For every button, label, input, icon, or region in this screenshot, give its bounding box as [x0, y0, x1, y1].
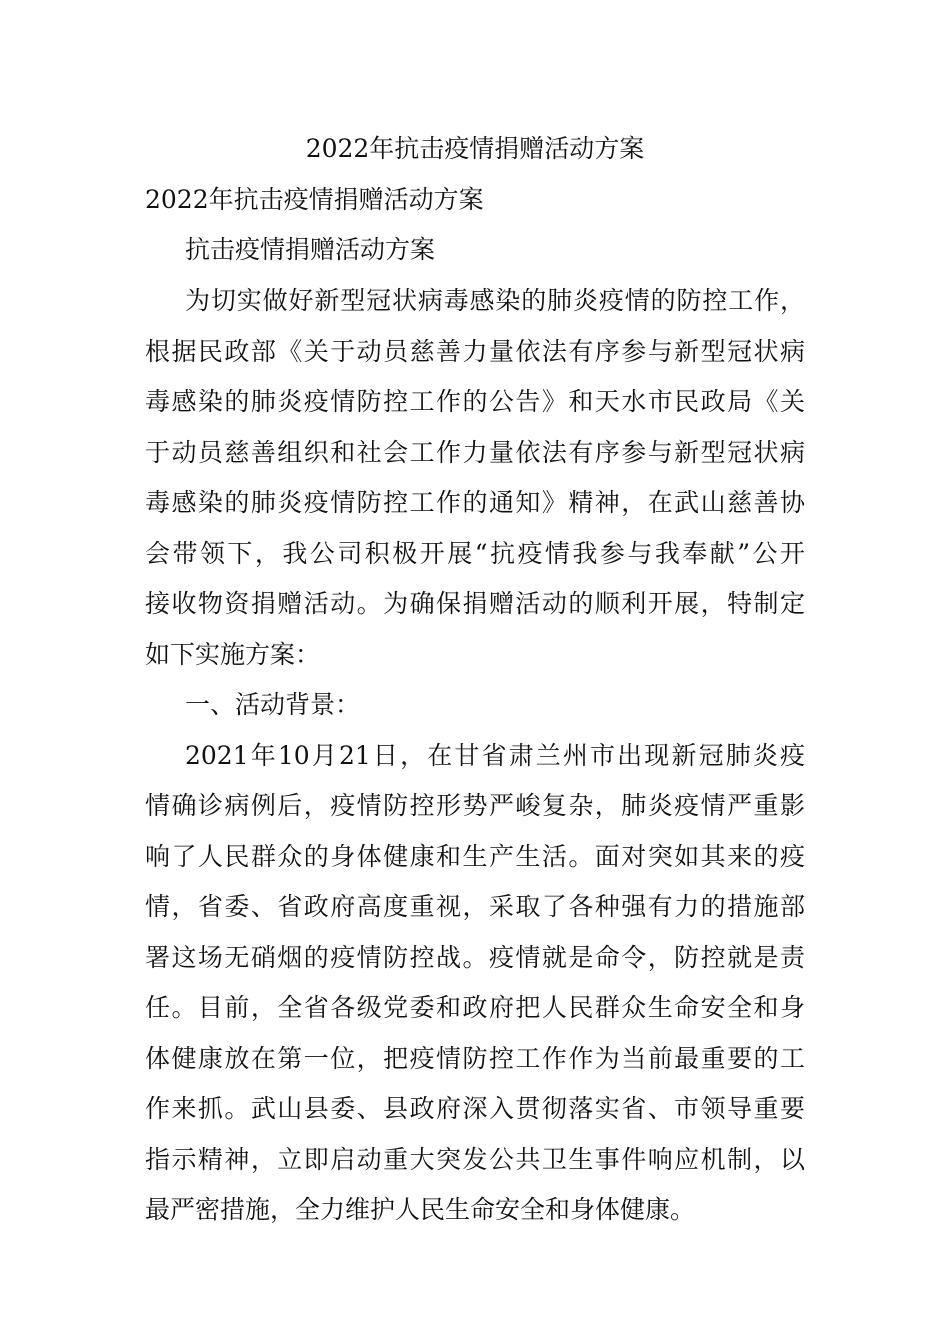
paragraph-line: 于动员慈善组织和社会工作力量依法有序参与新型冠状病 — [145, 438, 805, 467]
document-subtitle: 2022年抗击疫情捐赠活动方案 — [145, 185, 484, 214]
section-heading-background: 一、活动背景： — [185, 690, 361, 719]
paragraph-line: 毒感染的肺炎疫情防控工作的公告》和天水市民政局《关 — [145, 387, 805, 416]
paragraph-line: 响了人民群众的身体健康和生产生活。面对突如其来的疫 — [145, 842, 805, 871]
paragraph-line: 体健康放在第一位，把疫情防控工作作为当前最重要的工 — [145, 1044, 805, 1073]
paragraph-line: 情，省委、省政府高度重视，采取了各种强有力的措施部 — [145, 892, 805, 921]
paragraph-line: 署这场无硝烟的疫情防控战。疫情就是命令，防控就是责 — [145, 943, 805, 972]
paragraph-line: 为切实做好新型冠状病毒感染的肺炎疫情的防控工作， — [185, 286, 805, 315]
paragraph-line: 毒感染的肺炎疫情防控工作的通知》精神，在武山慈善协 — [145, 488, 805, 517]
paragraph-line: 2021年10月21日，在甘省肃兰州市出现新冠肺炎疫 — [185, 741, 805, 770]
section-heading-plan: 抗击疫情捐赠活动方案 — [185, 235, 436, 264]
paragraph-line: 接收物资捐赠活动。为确保捐赠活动的顺利开展，特制定 — [145, 589, 805, 618]
paragraph-line: 指示精神，立即启动重大突发公共卫生事件响应机制，以 — [145, 1145, 805, 1174]
paragraph-line: 根据民政部《关于动员慈善力量依法有序参与新型冠状病 — [145, 337, 805, 366]
paragraph-line: 最严密措施，全力维护人民生命安全和身体健康。 — [145, 1195, 696, 1224]
paragraph-line: 作来抓。武山县委、县政府深入贯彻落实省、市领导重要 — [145, 1094, 805, 1123]
document-title: 2022年抗击疫情捐赠活动方案 — [305, 134, 645, 163]
paragraph-line: 任。目前，全省各级党委和政府把人民群众生命安全和身 — [145, 993, 805, 1022]
paragraph-line: 会带领下，我公司积极开展“抗疫情我参与我奉献”公开 — [145, 539, 805, 568]
paragraph-line: 如下实施方案： — [145, 640, 321, 669]
paragraph-line: 情确诊病例后，疫情防控形势严峻复杂，肺炎疫情严重影 — [145, 791, 805, 820]
